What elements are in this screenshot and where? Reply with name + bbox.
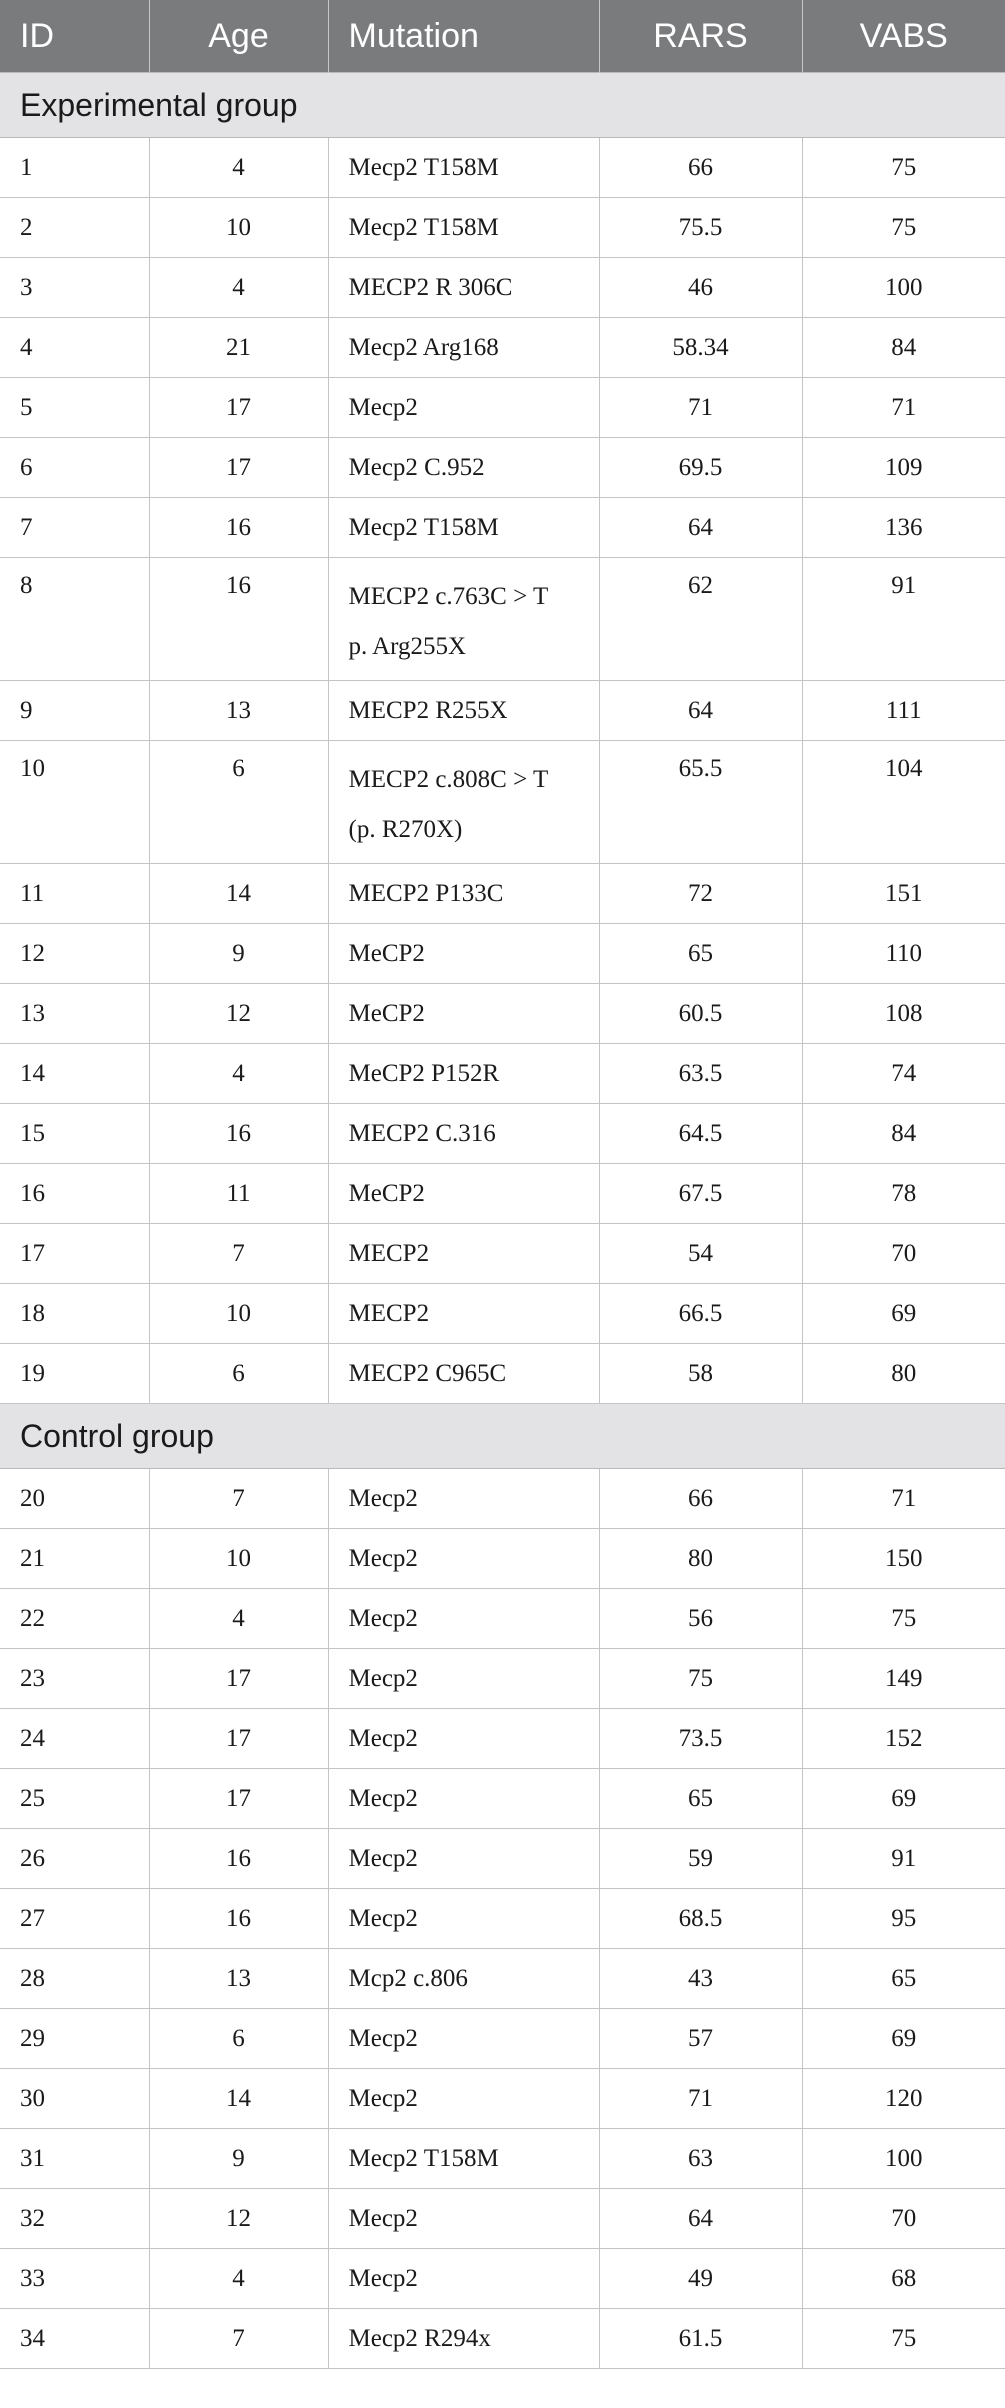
cell-vabs: 109 (802, 438, 1005, 498)
cell-mutation (328, 1709, 599, 1769)
cell-vabs: 78 (802, 1164, 1005, 1224)
mutation-line: Mecp2 T158M (348, 213, 499, 241)
cell-rars: 75.5 (599, 198, 802, 258)
cell-age: 17 (149, 1709, 328, 1769)
cell-age: 4 (149, 258, 328, 318)
cell-id: 15 (0, 1104, 149, 1164)
cell-id: 4 (0, 318, 149, 378)
cell-rars: 56 (599, 1589, 802, 1649)
cell-id: 24 (0, 1709, 149, 1769)
mutation-line: MECP2 c.808C > T (348, 766, 549, 793)
cell-mutation (328, 1949, 599, 2009)
table-row (0, 138, 1005, 198)
cell-vabs: 100 (802, 2129, 1005, 2189)
cell-rars: 68.5 (599, 1889, 802, 1949)
cell-id: 20 (0, 1469, 149, 1529)
table-row (0, 1649, 1005, 1709)
cell-id: 29 (0, 2009, 149, 2069)
cell-id: 5 (0, 378, 149, 438)
mutation-line: Mecp2 (348, 1904, 418, 1932)
table-row (0, 2309, 1005, 2369)
mutation-line: p. Arg255X (348, 633, 467, 660)
cell-mutation (328, 258, 599, 318)
cell-mutation (328, 2009, 599, 2069)
cell-id: 22 (0, 1589, 149, 1649)
table-row (0, 498, 1005, 558)
cell-id: 1 (0, 138, 149, 198)
cell-rars: 63 (599, 2129, 802, 2189)
cell-mutation (328, 1529, 599, 1589)
table-row (0, 1044, 1005, 1104)
header-rars: RARS (599, 0, 802, 73)
cell-vabs: 111 (802, 681, 1005, 741)
mutation-line: MECP2 C.316 (348, 1119, 496, 1147)
cell-age: 16 (149, 1104, 328, 1164)
cell-age: 4 (149, 2249, 328, 2309)
cell-mutation (328, 924, 599, 984)
cell-vabs: 65 (802, 1949, 1005, 2009)
mutation-line: Mcp2 c.806 (348, 1964, 468, 1992)
table-row (0, 1949, 1005, 2009)
mutation-line: Mecp2 T158M (348, 153, 499, 181)
cell-id: 13 (0, 984, 149, 1044)
mutation-line: Mecp2 (348, 1724, 418, 1752)
cell-vabs: 84 (802, 318, 1005, 378)
cell-id: 14 (0, 1044, 149, 1104)
table-row (0, 1104, 1005, 1164)
cell-vabs: 95 (802, 1889, 1005, 1949)
cell-vabs: 110 (802, 924, 1005, 984)
cell-id: 19 (0, 1344, 149, 1404)
table-row (0, 2249, 1005, 2309)
table-row (0, 1529, 1005, 1589)
cell-id: 33 (0, 2249, 149, 2309)
table-row (0, 258, 1005, 318)
group-label: Control group (0, 1404, 1005, 1469)
cell-vabs: 75 (802, 138, 1005, 198)
cell-id: 31 (0, 2129, 149, 2189)
cell-id: 23 (0, 1649, 149, 1709)
cell-age: 6 (149, 741, 328, 864)
cell-rars: 64.5 (599, 1104, 802, 1164)
cell-mutation (328, 1649, 599, 1709)
cell-rars: 64 (599, 681, 802, 741)
cell-rars: 67.5 (599, 1164, 802, 1224)
table-row (0, 2189, 1005, 2249)
header-id: ID (0, 0, 149, 73)
cell-mutation (328, 681, 599, 741)
mutation-line: MECP2 C965C (348, 1359, 507, 1387)
mutation-line: MeCP2 (348, 1179, 425, 1207)
cell-vabs: 91 (802, 1829, 1005, 1889)
cell-vabs: 120 (802, 2069, 1005, 2129)
table-row (0, 198, 1005, 258)
cell-mutation (328, 1769, 599, 1829)
cell-mutation (328, 1589, 599, 1649)
header-vabs: VABS (802, 0, 1005, 73)
cell-id: 8 (0, 558, 149, 681)
cell-rars: 80 (599, 1529, 802, 1589)
cell-vabs: 100 (802, 258, 1005, 318)
mutation-line: Mecp2 (348, 2024, 418, 2052)
cell-vabs: 75 (802, 198, 1005, 258)
table-header (0, 0, 1005, 73)
cell-vabs: 68 (802, 2249, 1005, 2309)
cell-vabs: 150 (802, 1529, 1005, 1589)
cell-mutation (328, 2189, 599, 2249)
cell-rars: 59 (599, 1829, 802, 1889)
table-row (0, 318, 1005, 378)
cell-id: 34 (0, 2309, 149, 2369)
table-row (0, 1164, 1005, 1224)
mutation-line: Mecp2 C.952 (348, 453, 485, 481)
cell-mutation (328, 1164, 599, 1224)
cell-mutation (328, 558, 599, 681)
cell-mutation (328, 1469, 599, 1529)
group-label: Experimental group (0, 73, 1005, 138)
mutation-line: Mecp2 (348, 1664, 418, 1692)
table-row (0, 1224, 1005, 1284)
cell-rars: 46 (599, 258, 802, 318)
cell-id: 16 (0, 1164, 149, 1224)
cell-rars: 72 (599, 864, 802, 924)
table-row (0, 378, 1005, 438)
cell-mutation (328, 378, 599, 438)
cell-rars: 71 (599, 2069, 802, 2129)
mutation-line: Mecp2 (348, 1844, 418, 1872)
cell-id: 7 (0, 498, 149, 558)
cell-id: 18 (0, 1284, 149, 1344)
table-row (0, 1769, 1005, 1829)
table-row (0, 681, 1005, 741)
cell-vabs: 136 (802, 498, 1005, 558)
cell-mutation (328, 2129, 599, 2189)
cell-id: 32 (0, 2189, 149, 2249)
mutation-line: Mecp2 (348, 1544, 418, 1572)
mutation-line: MECP2 R 306C (348, 273, 513, 301)
table-row (0, 1284, 1005, 1344)
cell-age: 10 (149, 1284, 328, 1344)
table-row (0, 1589, 1005, 1649)
header-mutation: Mutation (328, 0, 599, 73)
mutation-line: Mecp2 (348, 393, 418, 421)
cell-id: 17 (0, 1224, 149, 1284)
table-row (0, 1709, 1005, 1769)
cell-vabs: 108 (802, 984, 1005, 1044)
cell-rars: 61.5 (599, 2309, 802, 2369)
cell-rars: 54 (599, 1224, 802, 1284)
cell-id: 30 (0, 2069, 149, 2129)
mutation-line: MeCP2 (348, 939, 425, 967)
table-row (0, 864, 1005, 924)
cell-rars: 63.5 (599, 1044, 802, 1104)
cell-id: 28 (0, 1949, 149, 2009)
cell-id: 3 (0, 258, 149, 318)
cell-age: 4 (149, 1589, 328, 1649)
cell-mutation (328, 2309, 599, 2369)
cell-mutation (328, 1889, 599, 1949)
group-header-row (0, 1404, 1005, 1469)
cell-id: 2 (0, 198, 149, 258)
cell-rars: 58.34 (599, 318, 802, 378)
mutation-line: MECP2 (348, 1299, 430, 1327)
mutation-line: (p. R270X) (348, 816, 463, 843)
cell-vabs: 151 (802, 864, 1005, 924)
mutation-line: MECP2 R255X (348, 696, 508, 724)
table-row (0, 1469, 1005, 1529)
table-row (0, 924, 1005, 984)
cell-age: 14 (149, 2069, 328, 2129)
cell-vabs: 74 (802, 1044, 1005, 1104)
cell-mutation (328, 1344, 599, 1404)
cell-mutation (328, 138, 599, 198)
cell-mutation (328, 1104, 599, 1164)
cell-mutation (328, 1044, 599, 1104)
cell-rars: 65 (599, 1769, 802, 1829)
cell-age: 4 (149, 1044, 328, 1104)
cell-rars: 49 (599, 2249, 802, 2309)
cell-rars: 64 (599, 2189, 802, 2249)
mutation-line: Mecp2 (348, 1784, 418, 1812)
table-row (0, 984, 1005, 1044)
table-row (0, 558, 1005, 681)
cell-age: 9 (149, 2129, 328, 2189)
cell-id: 10 (0, 741, 149, 864)
mutation-line: MECP2 P133C (348, 879, 504, 907)
cell-vabs: 71 (802, 378, 1005, 438)
header-row (0, 0, 1005, 73)
cell-age: 16 (149, 1829, 328, 1889)
mutation-line: Mecp2 T158M (348, 513, 499, 541)
cell-rars: 75 (599, 1649, 802, 1709)
table-row (0, 2069, 1005, 2129)
cell-id: 11 (0, 864, 149, 924)
cell-id: 12 (0, 924, 149, 984)
table-row (0, 1829, 1005, 1889)
cell-age: 7 (149, 1469, 328, 1529)
mutation-line: Mecp2 (348, 2204, 418, 2232)
cell-rars: 60.5 (599, 984, 802, 1044)
cell-vabs: 69 (802, 1284, 1005, 1344)
cell-vabs: 69 (802, 2009, 1005, 2069)
cell-rars: 43 (599, 1949, 802, 2009)
cell-mutation (328, 1284, 599, 1344)
cell-age: 21 (149, 318, 328, 378)
cell-rars: 64 (599, 498, 802, 558)
cell-rars: 65.5 (599, 741, 802, 864)
cell-id: 27 (0, 1889, 149, 1949)
table-row (0, 438, 1005, 498)
cell-id: 21 (0, 1529, 149, 1589)
mutation-line: MECP2 (348, 1239, 430, 1267)
cell-rars: 69.5 (599, 438, 802, 498)
cell-age: 13 (149, 1949, 328, 2009)
table-row (0, 1889, 1005, 1949)
cell-rars: 57 (599, 2009, 802, 2069)
cell-id: 26 (0, 1829, 149, 1889)
cell-rars: 73.5 (599, 1709, 802, 1769)
cell-vabs: 70 (802, 2189, 1005, 2249)
cell-rars: 66.5 (599, 1284, 802, 1344)
mutation-line: Mecp2 T158M (348, 2144, 499, 2172)
cell-age: 16 (149, 498, 328, 558)
cell-mutation (328, 984, 599, 1044)
mutation-line: Mecp2 R294x (348, 2324, 491, 2352)
header-age: Age (149, 0, 328, 73)
cell-vabs: 152 (802, 1709, 1005, 1769)
table-row (0, 2009, 1005, 2069)
cell-mutation (328, 864, 599, 924)
cell-vabs: 75 (802, 2309, 1005, 2369)
cell-vabs: 80 (802, 1344, 1005, 1404)
cell-mutation (328, 2249, 599, 2309)
cell-mutation (328, 741, 599, 864)
cell-vabs: 104 (802, 741, 1005, 864)
table-row (0, 741, 1005, 864)
mutation-line: Mecp2 (348, 1484, 418, 1512)
cell-rars: 58 (599, 1344, 802, 1404)
cell-rars: 62 (599, 558, 802, 681)
cell-age: 17 (149, 378, 328, 438)
cell-vabs: 69 (802, 1769, 1005, 1829)
cell-age: 17 (149, 1769, 328, 1829)
cell-id: 25 (0, 1769, 149, 1829)
cell-rars: 66 (599, 138, 802, 198)
cell-age: 11 (149, 1164, 328, 1224)
mutation-line: Mecp2 (348, 2084, 418, 2112)
cell-age: 17 (149, 438, 328, 498)
cell-age: 6 (149, 1344, 328, 1404)
group-header-row (0, 73, 1005, 138)
cell-age: 13 (149, 681, 328, 741)
cell-rars: 66 (599, 1469, 802, 1529)
cell-vabs: 149 (802, 1649, 1005, 1709)
table-row (0, 1344, 1005, 1404)
cell-age: 9 (149, 924, 328, 984)
mutation-line: MECP2 c.763C > T (348, 583, 549, 610)
mutation-line: Mecp2 (348, 2264, 418, 2292)
cell-vabs: 75 (802, 1589, 1005, 1649)
cell-mutation (328, 2069, 599, 2129)
mutation-line: MeCP2 (348, 999, 425, 1027)
cell-id: 6 (0, 438, 149, 498)
cell-age: 10 (149, 1529, 328, 1589)
cell-mutation (328, 1224, 599, 1284)
cell-mutation (328, 438, 599, 498)
cell-mutation (328, 318, 599, 378)
cell-rars: 65 (599, 924, 802, 984)
cell-mutation (328, 198, 599, 258)
cell-mutation (328, 498, 599, 558)
cell-id: 9 (0, 681, 149, 741)
cell-age: 16 (149, 558, 328, 681)
cell-age: 7 (149, 2309, 328, 2369)
cell-age: 4 (149, 138, 328, 198)
cell-age: 14 (149, 864, 328, 924)
cell-age: 17 (149, 1649, 328, 1709)
cell-age: 7 (149, 1224, 328, 1284)
cell-vabs: 70 (802, 1224, 1005, 1284)
cell-rars: 71 (599, 378, 802, 438)
cell-age: 16 (149, 1889, 328, 1949)
table-body (0, 73, 1005, 2369)
table-row (0, 2129, 1005, 2189)
cell-age: 12 (149, 984, 328, 1044)
cell-vabs: 71 (802, 1469, 1005, 1529)
cell-mutation (328, 1829, 599, 1889)
cell-age: 10 (149, 198, 328, 258)
mutation-line: Mecp2 Arg168 (348, 333, 499, 361)
cell-vabs: 91 (802, 558, 1005, 681)
mutation-line: Mecp2 (348, 1604, 418, 1632)
cell-age: 12 (149, 2189, 328, 2249)
mutation-line: MeCP2 P152R (348, 1059, 500, 1087)
cell-age: 6 (149, 2009, 328, 2069)
cell-vabs: 84 (802, 1104, 1005, 1164)
